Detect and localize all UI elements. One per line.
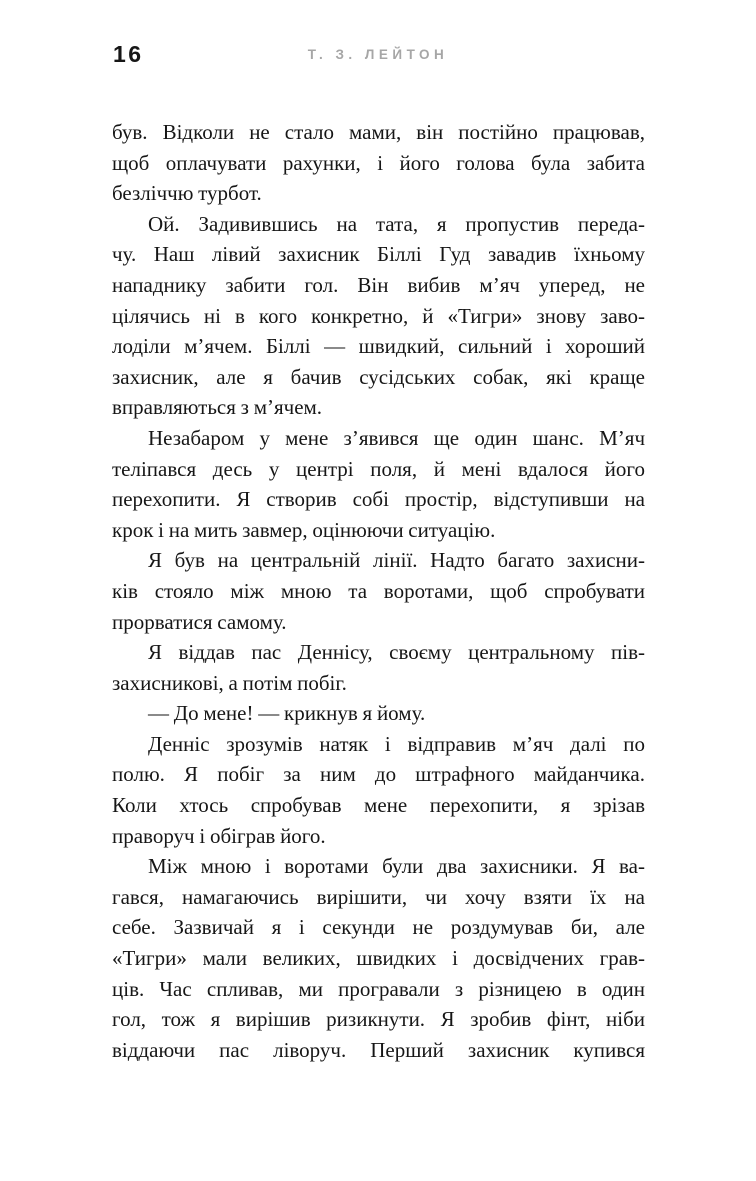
text-line: Я віддав пас Деннісу, своєму центральному пів- bbox=[148, 640, 645, 665]
text-line: крок і на мить завмер, оцінюючи ситуацію. bbox=[112, 517, 496, 542]
running-head-author: Т. З. ЛЕЙТОН bbox=[307, 47, 449, 62]
text-line: цілячись ні в кого конкретно, й «Тигри» знову заво- bbox=[112, 303, 645, 328]
text-line: ків стояло між мною та воротами, щоб спробувати bbox=[112, 578, 645, 603]
text-line: теліпався десь у центрі поля, й мені вдалося його bbox=[112, 456, 645, 481]
text-line: гався, намагаючись вирішити, чи хочу взяти їх на bbox=[112, 884, 645, 909]
text-line: полю. Я побіг за ним до штрафного майданчика. bbox=[112, 762, 645, 787]
text-line: вправляються з м’ячем. bbox=[112, 395, 323, 420]
paragraph bbox=[112, 545, 645, 637]
text-line: щоб оплачувати рахунки, і його голова була забита bbox=[112, 150, 645, 175]
paragraph bbox=[112, 117, 645, 209]
text-line: захисникові, а потім побіг. bbox=[112, 670, 347, 695]
paragraph bbox=[112, 637, 645, 698]
page-number: 16 bbox=[113, 41, 144, 67]
text-line: прорватися самому. bbox=[112, 609, 287, 634]
paragraph bbox=[112, 851, 645, 1065]
text-line: «Тигри» мали великих, швидких і досвідчених грав- bbox=[112, 946, 645, 971]
paragraph bbox=[112, 423, 645, 545]
text-line: себе. Зазвичай я і секунди не роздумував би, але bbox=[112, 915, 645, 940]
text-line: нападнику забити гол. Він вибив м’яч уперед, не bbox=[112, 272, 645, 297]
text-line: чу. Наш лівий захисник Біллі Гуд завадив їхньому bbox=[112, 242, 645, 267]
text-line: був. Відколи не стало мами, він постійно працював, bbox=[112, 120, 645, 144]
body-text bbox=[112, 117, 645, 1065]
text-line: Коли хтось спробував мене перехопити, я зрізав bbox=[112, 793, 645, 818]
text-line: лоділи м’ячем. Біллі — швидкий, сильний і хороший bbox=[112, 334, 645, 359]
text-line: перехопити. Я створив собі простір, відступивши на bbox=[112, 487, 645, 512]
text-line: Я був на центральній лінії. Надто багато захисни- bbox=[148, 548, 645, 573]
text-line: ців. Час спливав, ми програвали з різницею в один bbox=[112, 976, 645, 1001]
paragraph bbox=[112, 698, 645, 729]
text-line: захисник, але я бачив сусідських собак, які краще bbox=[112, 364, 645, 389]
paragraph bbox=[112, 209, 645, 423]
text-line: безліччю турбот. bbox=[112, 181, 262, 206]
text-line: Ой. Задивившись на тата, я пропустив переда- bbox=[148, 211, 645, 236]
text-line: гол, тож я вирішив ризикнути. Я зробив фінт, ніби bbox=[112, 1007, 645, 1032]
text-line: — До мене! — крикнув я йому. bbox=[148, 701, 426, 726]
paragraph bbox=[112, 729, 645, 851]
text-line: Денніс зрозумів натяк і відправив м’яч далі по bbox=[148, 731, 645, 756]
text-line: Між мною і воротами були два захисники. Я ва- bbox=[148, 854, 645, 879]
text-line: праворуч і обіграв його. bbox=[112, 823, 326, 848]
text-line: Незабаром у мене з’явився ще один шанс. М’яч bbox=[148, 425, 645, 450]
text-line: віддаючи пас ліворуч. Перший захисник купився bbox=[112, 1037, 645, 1062]
